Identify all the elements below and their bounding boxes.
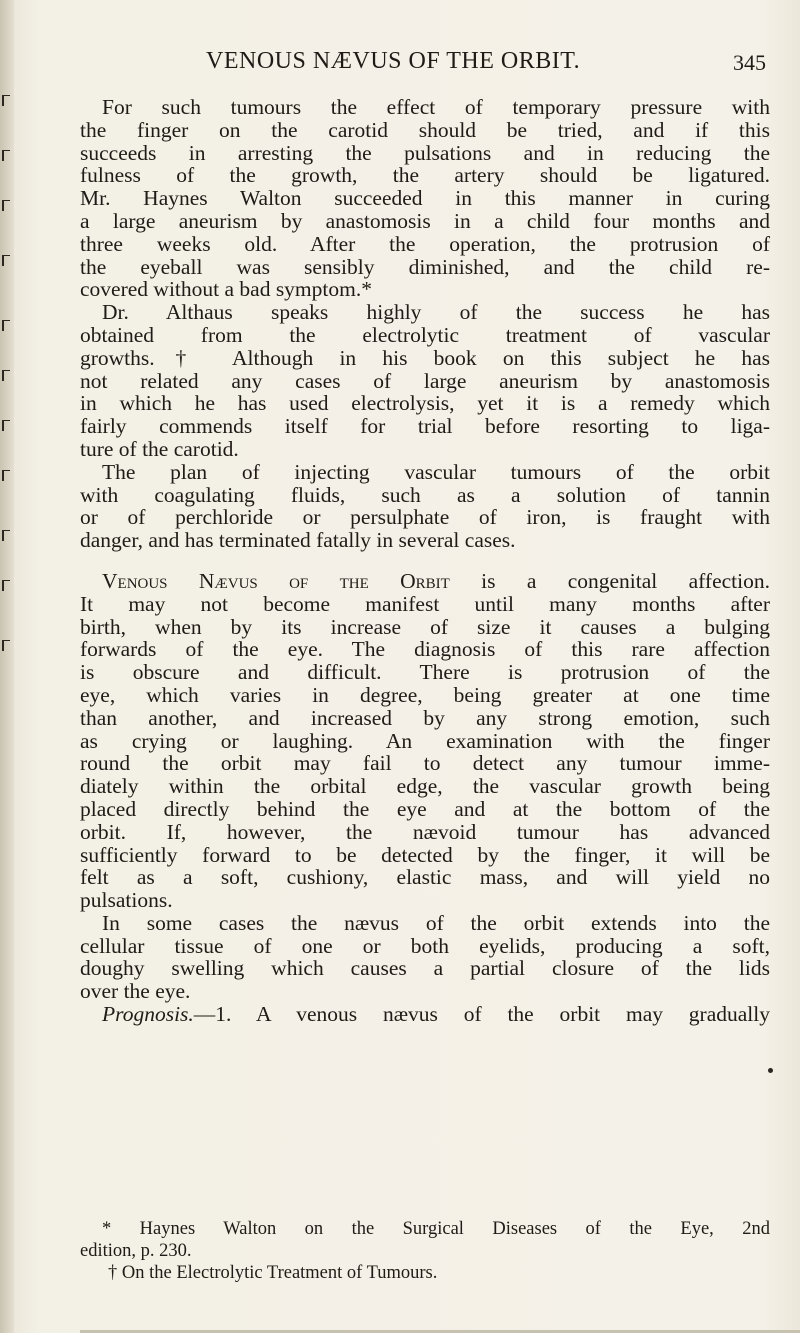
text-line: covered without a bad symptom.* — [80, 277, 372, 302]
text-line: felt as a soft, cushiony, elastic mass, and will yield no — [80, 865, 770, 890]
text-line: the eyeball was sensibly diminished, and the child re- — [80, 254, 770, 279]
footnote-1-cont: edition, p. 230. — [80, 1241, 192, 1261]
paragraph-4 — [80, 570, 770, 912]
paragraph-2 — [80, 301, 770, 461]
gutter-mark — [2, 640, 10, 651]
text-line: fairly commends itself for trial before resorting to liga- — [80, 414, 770, 439]
text-line: sufficiently forward to be detected by the finger, it will be — [80, 842, 770, 867]
footnote-2: † On the Electrolytic Treatment of Tumours. — [108, 1263, 438, 1283]
text-line: danger, and has terminated fatally in several cases. — [80, 528, 516, 553]
text-line: over the eye. — [80, 979, 191, 1004]
text-line: orbit. If, however, the nævoid tumour has advanced — [80, 819, 770, 844]
footnotes — [80, 1218, 770, 1284]
section-lead: Venous Nævus of the Orbit — [102, 568, 450, 593]
text-line: forwards of the eye. The diagnosis of this rare affection — [80, 637, 770, 662]
text-line: cellular tissue of one or both eyelids, producing a soft, — [80, 933, 770, 958]
prognosis-heading: Prognosis. — [102, 1002, 194, 1027]
text-line: in which he has used electrolysis, yet it is a remedy which — [80, 391, 770, 416]
text-line: a large aneurism by anastomosis in a child four months and — [80, 208, 770, 233]
text-line: with coagulating fluids, such as a solution of tannin — [80, 482, 770, 507]
margin-dot — [768, 1068, 773, 1073]
gutter-mark — [2, 420, 10, 431]
text-line: The plan of injecting vascular tumours of the orbit — [102, 459, 770, 484]
text-line: It may not become manifest until many months after — [80, 591, 770, 616]
body-text — [80, 96, 770, 1026]
text-line: than another, and increased by any strong emotion, such — [80, 705, 770, 730]
gutter-mark — [2, 255, 10, 266]
gutter-mark — [2, 470, 10, 481]
text-line: as crying or laughing. An examination with the finger — [80, 728, 770, 753]
text-line: pulsations. — [80, 888, 173, 913]
text-line: diately within the orbital edge, the vascular growth being — [80, 774, 770, 799]
gutter-mark — [2, 320, 10, 331]
text-line: ture of the carotid. — [80, 436, 239, 461]
footnote-1: * Haynes Walton on the Surgical Diseases of the Eye, 2nd — [102, 1219, 770, 1239]
text-line — [80, 1003, 770, 1026]
text-line: or of perchloride or persulphate of iron, is fraught with — [80, 505, 770, 530]
text-line: three weeks old. After the operation, the protrusion of — [80, 231, 770, 256]
paragraph-gap — [80, 552, 770, 570]
paragraph-1 — [80, 96, 770, 301]
text-line: Dr. Althaus speaks highly of the success he has — [102, 300, 770, 325]
prognosis-text: —1. A venous nævus of the orbit may gradually — [193, 1002, 770, 1027]
binding-gutter — [0, 0, 14, 1333]
text-line — [80, 570, 770, 593]
gutter-mark — [2, 200, 10, 211]
text-line: not related any cases of large aneurism by anastomosis — [80, 368, 770, 393]
running-head: VENOUS NÆVUS OF THE ORBIT. — [206, 48, 581, 74]
text-line: succeeds in arresting the pulsations and in reducing the — [80, 140, 770, 165]
text-line: birth, when by its increase of size it causes a bulging — [80, 614, 770, 639]
section-lead-rest: is a congenital affection. — [449, 568, 770, 593]
gutter-mark — [2, 370, 10, 381]
paragraph-5 — [80, 912, 770, 1003]
gutter-mark — [2, 95, 10, 106]
paragraph-6 — [80, 1003, 770, 1026]
text-line: eye, which varies in degree, being greater at one time — [80, 682, 770, 707]
text-line: is obscure and difficult. There is protrusion of the — [80, 660, 770, 685]
text-line: growths.† Although in his book on this subject he has — [80, 345, 770, 370]
text-line: round the orbit may fail to detect any tumour imme- — [80, 751, 770, 776]
paragraph-3 — [80, 461, 770, 552]
text-line: Mr. Haynes Walton succeeded in this manner in curing — [80, 186, 770, 211]
text-line: the finger on the carotid should be tried, and if this — [80, 117, 770, 142]
gutter-mark — [2, 530, 10, 541]
text-line: obtained from the electrolytic treatment of vascular — [80, 322, 770, 347]
gutter-mark — [2, 580, 10, 591]
page-header — [80, 48, 770, 82]
page-number: 345 — [733, 50, 766, 75]
text-line: For such tumours the effect of temporary pressure with — [102, 95, 770, 119]
text-line: doughy swelling which causes a partial closure of the lids — [80, 956, 770, 981]
text-line: In some cases the nævus of the orbit extends into the — [102, 910, 770, 935]
gutter-mark — [2, 150, 10, 161]
text-line: fulness of the growth, the artery should be ligatured. — [80, 163, 770, 188]
text-line: placed directly behind the eye and at the bottom of the — [80, 796, 770, 821]
